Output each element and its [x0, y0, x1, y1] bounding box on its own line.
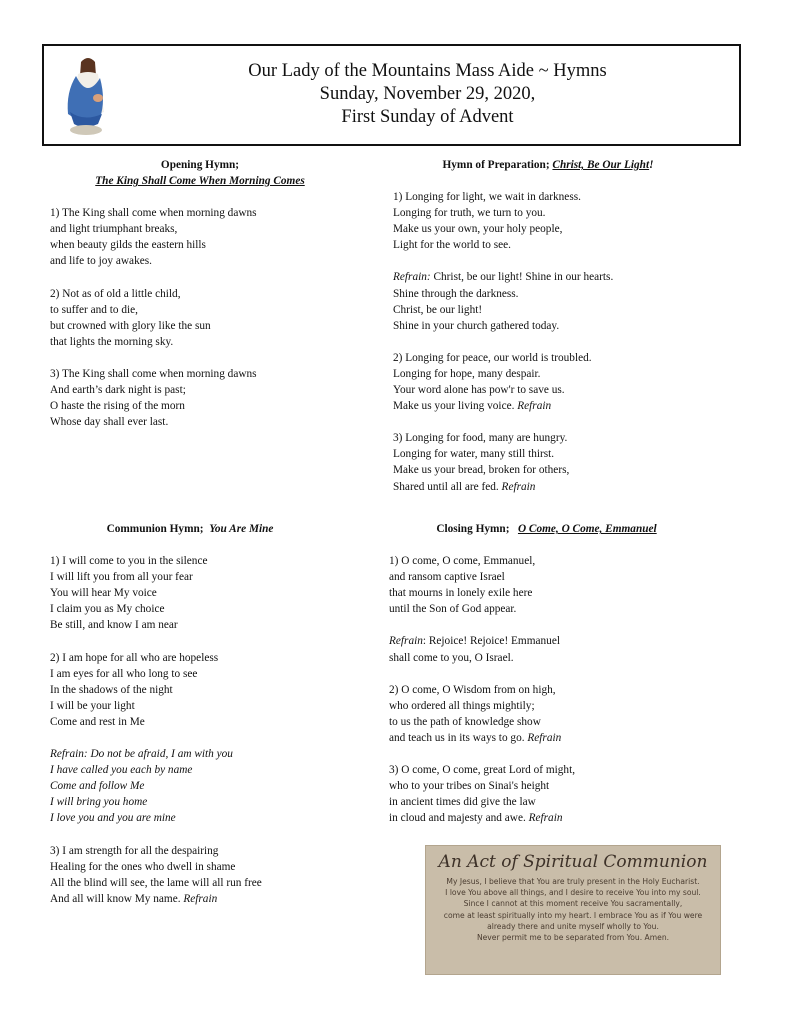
preparation-hymn	[393, 157, 733, 495]
closing-v1-line: until the Son of God appear.	[389, 603, 517, 616]
communion-hymn-heading	[50, 521, 330, 537]
refrain-marker: Refrain	[528, 812, 563, 825]
preparation-hymn-title: Christ, Be Our Light	[552, 159, 650, 171]
communion-v1-line: I will lift you from all your fear	[50, 571, 193, 584]
closing-v2-line: who ordered all things mightily;	[389, 699, 535, 712]
opening-hymn	[50, 157, 350, 430]
card-title: An Act of Spiritual Communion	[438, 852, 708, 872]
opening-v1-line: when beauty gilds the eastern hills	[50, 239, 206, 252]
preparation-hymn-label: Hymn of Preparation;	[442, 159, 550, 171]
opening-hymn-label: Opening Hymn;	[160, 159, 240, 171]
preparation-refrain-line: Refrain: Christ, be our light! Shine in our hearts.	[393, 271, 614, 284]
refrain-marker: Refrain	[183, 892, 218, 905]
communion-hymn	[50, 521, 370, 907]
opening-v2-line: 2) Not as of old a little child,	[50, 287, 181, 300]
closing-v1-line: and ransom captive Israel	[389, 571, 505, 584]
closing-refrain-line: shall come to you, O Israel.	[389, 651, 514, 664]
opening-hymn-heading	[50, 157, 350, 189]
card-line: already there and unite myself wholly to You.	[487, 921, 659, 931]
communion-refrain-line: I love you and you are mine	[50, 812, 176, 825]
preparation-v3-line: Shared until all are fed. Refrain	[393, 480, 536, 493]
preparation-refrain-line: Christ, be our light!	[393, 303, 483, 316]
closing-v3-line: in cloud and majesty and awe. Refrain	[389, 812, 563, 825]
communion-v1-line: 1) I will come to you in the silence	[50, 555, 208, 568]
communion-v3-line: And all will know My name. Refrain	[50, 892, 218, 905]
closing-hymn	[389, 521, 734, 826]
communion-v1-line: I claim you as My choice	[50, 603, 165, 616]
preparation-v1-line: Make us your own, your holy people,	[393, 223, 563, 236]
header-title	[124, 60, 731, 129]
card-line: My Jesus, I believe that You are truly present in the Holy Eucharist.	[446, 877, 700, 886]
communion-v2-line: I am eyes for all who long to see	[50, 667, 198, 680]
card-line: I love You above all things, and I desire to receive You into my soul.	[445, 888, 701, 898]
preparation-v2-line: Your word alone has pow'r to save us.	[393, 384, 565, 397]
opening-v1-line: and life to joy awakes.	[50, 255, 152, 268]
opening-v2-line: that lights the morning sky.	[50, 335, 174, 348]
communion-refrain-line: Come and follow Me	[50, 780, 145, 793]
closing-v3-line: 3) O come, O come, great Lord of might,	[389, 764, 576, 777]
refrain-marker: Refrain	[501, 480, 536, 493]
closing-v2-line: and teach us in its ways to go. Refrain	[389, 731, 562, 744]
communion-v2-line: Come and rest in Me	[50, 715, 145, 728]
communion-refrain-line: I will bring you home	[50, 796, 148, 809]
card-body	[426, 876, 720, 943]
communion-v2-line: 2) I am hope for all who are hopeless	[50, 651, 219, 664]
communion-v1-line: You will hear My voice	[50, 587, 157, 600]
preparation-hymn-heading	[383, 157, 713, 173]
closing-hymn-label: Closing Hymn;	[436, 523, 510, 535]
title-line-2: Sunday, November 29, 2020,	[319, 84, 536, 104]
communion-refrain-line: I have called you each by name	[50, 764, 193, 777]
preparation-refrain-line: Shine in your church gathered today.	[393, 319, 560, 332]
opening-v2-line: but crowned with glory like the sun	[50, 319, 211, 332]
communion-v3-line: Healing for the ones who dwell in shame	[50, 860, 236, 873]
preparation-v2-line: Make us your living voice. Refrain	[393, 400, 552, 413]
opening-v3-line: And earth’s dark night is past;	[50, 384, 186, 397]
title-line-3: First Sunday of Advent	[341, 107, 514, 127]
spiritual-communion-card	[425, 845, 721, 975]
title-line-1: Our Lady of the Mountains Mass Aide ~ Hymns	[248, 61, 607, 81]
refrain-label: Refrain:	[393, 271, 431, 284]
preparation-v3-line: 3) Longing for food, many are hungry.	[393, 432, 568, 445]
card-line: come at least spiritually into my heart. I embrace You as if You were	[443, 910, 703, 920]
communion-v1-line: Be still, and know I am near	[50, 619, 178, 632]
header-box	[42, 44, 741, 146]
communion-v2-line: In the shadows of the night	[50, 683, 173, 696]
communion-hymn-label: Communion Hymn;	[106, 523, 204, 535]
preparation-v1-line: Longing for truth, we turn to you.	[393, 207, 546, 220]
opening-v3-line: Whose day shall ever last.	[50, 416, 169, 429]
madonna-image	[54, 52, 116, 138]
communion-hymn-title: You Are Mine	[209, 523, 274, 535]
refrain-label: Refrain	[389, 635, 423, 648]
closing-v2-line: 2) O come, O Wisdom from on high,	[389, 683, 556, 696]
closing-v3-line: who to your tribes on Sinai's height	[389, 780, 550, 793]
closing-v1-line: 1) O come, O come, Emmanuel,	[389, 555, 536, 568]
preparation-v1-line: 1) Longing for light, we wait in darkness.	[393, 191, 581, 204]
closing-hymn-heading	[389, 521, 704, 537]
communion-v3-line: 3) I am strength for all the despairing	[50, 844, 219, 857]
opening-v1-line: 1) The King shall come when morning dawns	[50, 207, 257, 220]
preparation-v2-line: 2) Longing for peace, our world is troubled.	[393, 351, 592, 364]
communion-v2-line: I will be your light	[50, 699, 135, 712]
preparation-v2-line: Longing for hope, many despair.	[393, 367, 541, 380]
preparation-title-suffix: !	[649, 159, 654, 171]
refrain-marker: Refrain	[517, 400, 552, 413]
communion-refrain-line: Refrain: Do not be afraid, I am with you	[50, 748, 233, 761]
preparation-refrain-line: Shine through the darkness.	[393, 287, 519, 300]
opening-v1-line: and light triumphant breaks,	[50, 223, 178, 236]
card-line: Since I cannot at this moment receive You sacramentally,	[463, 899, 683, 909]
closing-refrain-line: Refrain: Rejoice! Rejoice! Emmanuel	[389, 635, 560, 648]
communion-v3-line: All the blind will see, the lame will all run free	[50, 876, 262, 889]
closing-v2-line: to us the path of knowledge show	[389, 715, 541, 728]
closing-hymn-title: O Come, O Come, Emmanuel	[517, 523, 657, 535]
opening-v3-line: 3) The King shall come when morning dawns	[50, 367, 257, 380]
preparation-v1-line: Light for the world to see.	[393, 239, 511, 252]
card-line: Never permit me to be separated from You. Amen.	[476, 933, 670, 943]
closing-v3-line: in ancient times did give the law	[389, 796, 536, 809]
opening-hymn-title: The King Shall Come When Morning Comes	[95, 175, 305, 188]
preparation-v3-line: Make us your bread, broken for others,	[393, 464, 570, 477]
preparation-v3-line: Longing for water, many still thirst.	[393, 448, 555, 461]
refrain-marker: Refrain	[527, 731, 562, 744]
opening-v2-line: to suffer and to die,	[50, 303, 138, 316]
opening-v3-line: O haste the rising of the morn	[50, 400, 185, 413]
closing-v1-line: that mourns in lonely exile here	[389, 587, 533, 600]
